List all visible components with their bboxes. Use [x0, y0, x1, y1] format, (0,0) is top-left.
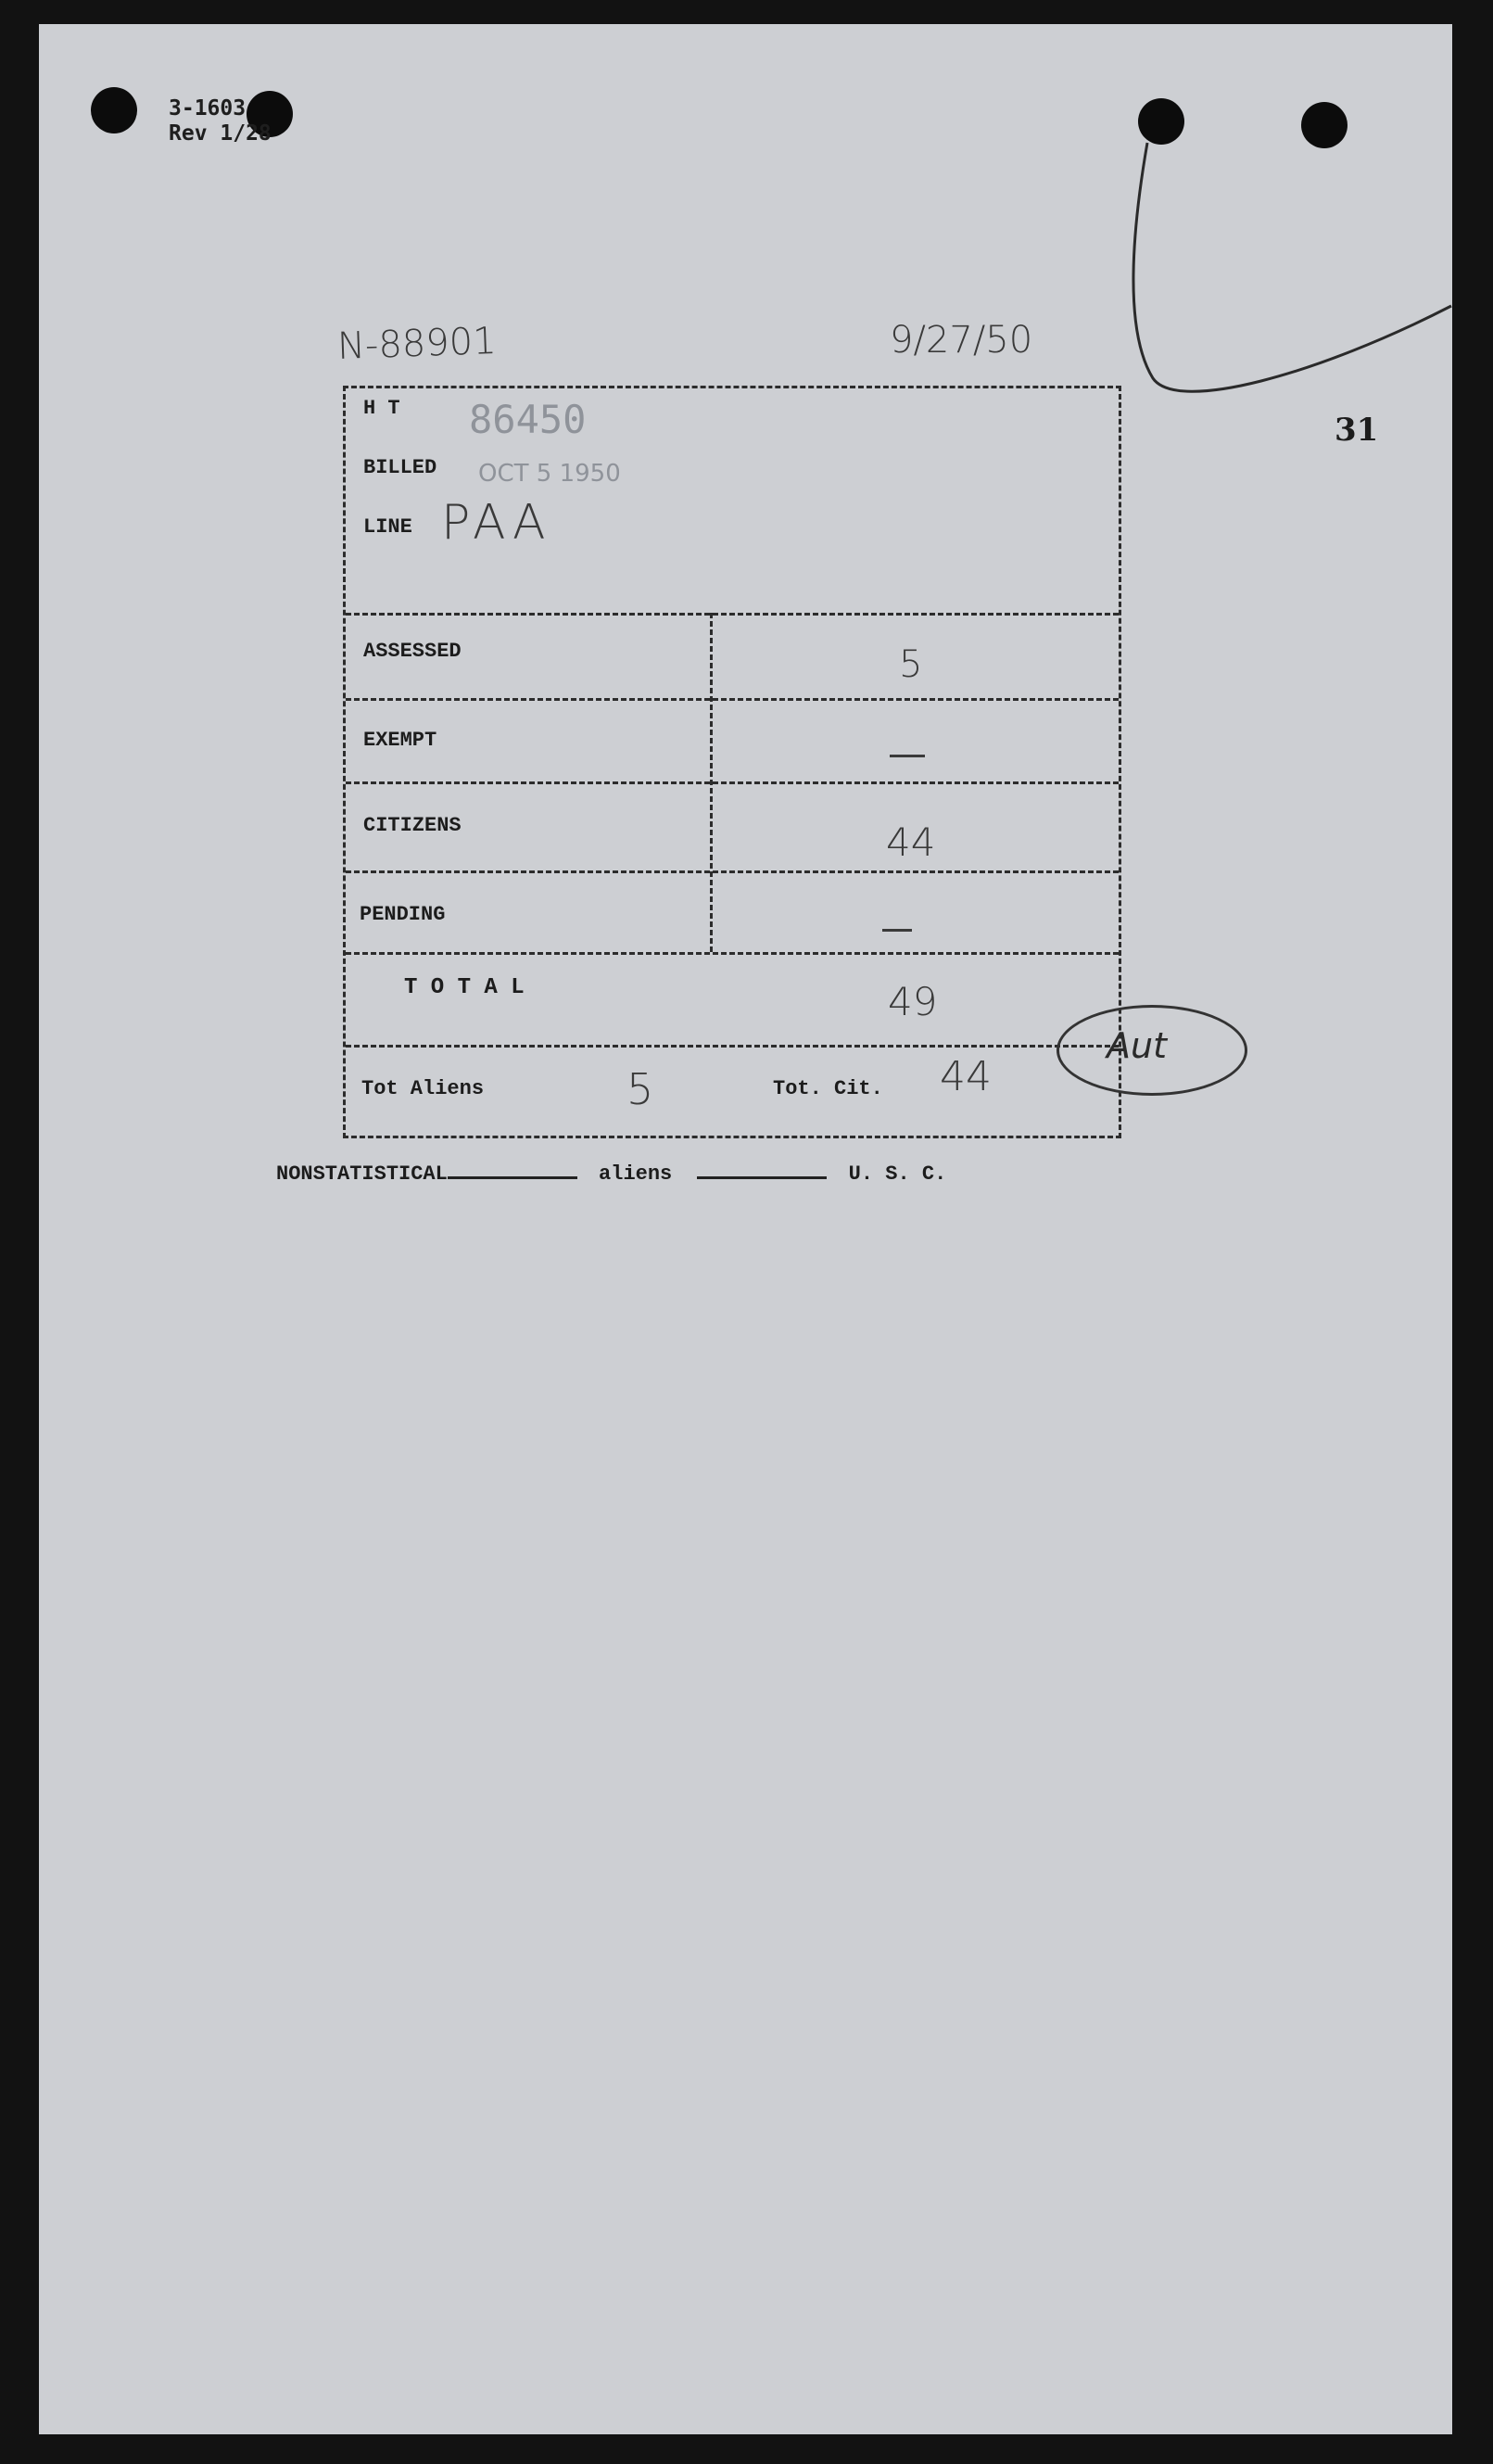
page-number: 31	[1335, 412, 1379, 449]
divider	[346, 613, 1119, 616]
citizens-value: 44	[886, 819, 936, 865]
form-code: 3-1603	[169, 96, 247, 121]
tot-aliens-value: 5	[626, 1064, 654, 1114]
usc-label: U. S. C.	[848, 1162, 947, 1186]
exempt-dash	[890, 755, 925, 757]
usc-blank	[697, 1176, 827, 1179]
assessed-label: ASSESSED	[363, 640, 462, 663]
handwritten-initials: Aut	[1107, 1025, 1167, 1066]
citizens-label: CITIZENS	[363, 814, 462, 837]
document-page	[39, 24, 1452, 2434]
total-value: 49	[888, 979, 938, 1024]
ht-stamp-number: 86450	[469, 397, 587, 442]
nonstatistical-line	[276, 1162, 946, 1186]
exempt-label: EXEMPT	[363, 729, 437, 752]
divider	[346, 952, 1119, 955]
divider	[346, 870, 1119, 873]
divider	[346, 1045, 1119, 1048]
form-revision: Rev 1/28	[169, 121, 272, 146]
nonstatistical-blank	[448, 1176, 577, 1179]
assessed-value: 5	[899, 643, 923, 686]
total-label: T O T A L	[404, 975, 525, 1000]
billed-stamp-date: OCT 5 1950	[478, 460, 621, 488]
handwritten-number: N-88901	[336, 320, 498, 368]
column-divider	[710, 613, 713, 952]
handwritten-line: PAA	[441, 495, 551, 551]
handwritten-date: 9/27/50	[890, 319, 1033, 362]
form-code-block	[169, 96, 272, 146]
punch-hole-icon	[91, 87, 137, 133]
tot-cit-label: Tot. Cit.	[773, 1077, 883, 1100]
pending-dash	[882, 929, 912, 932]
tot-aliens-label: Tot Aliens	[361, 1077, 485, 1100]
tot-cit-value: 44	[940, 1053, 992, 1100]
handwritten-curve	[1077, 117, 1466, 432]
divider	[346, 698, 1119, 701]
divider	[346, 781, 1119, 784]
pending-label: PENDING	[360, 903, 446, 926]
line-label: LINE	[363, 515, 412, 539]
aliens-label: aliens	[599, 1162, 673, 1186]
nonstatistical-label: NONSTATISTICAL	[276, 1162, 448, 1186]
billed-label: BILLED	[363, 456, 437, 479]
ht-label: H T	[363, 397, 400, 420]
